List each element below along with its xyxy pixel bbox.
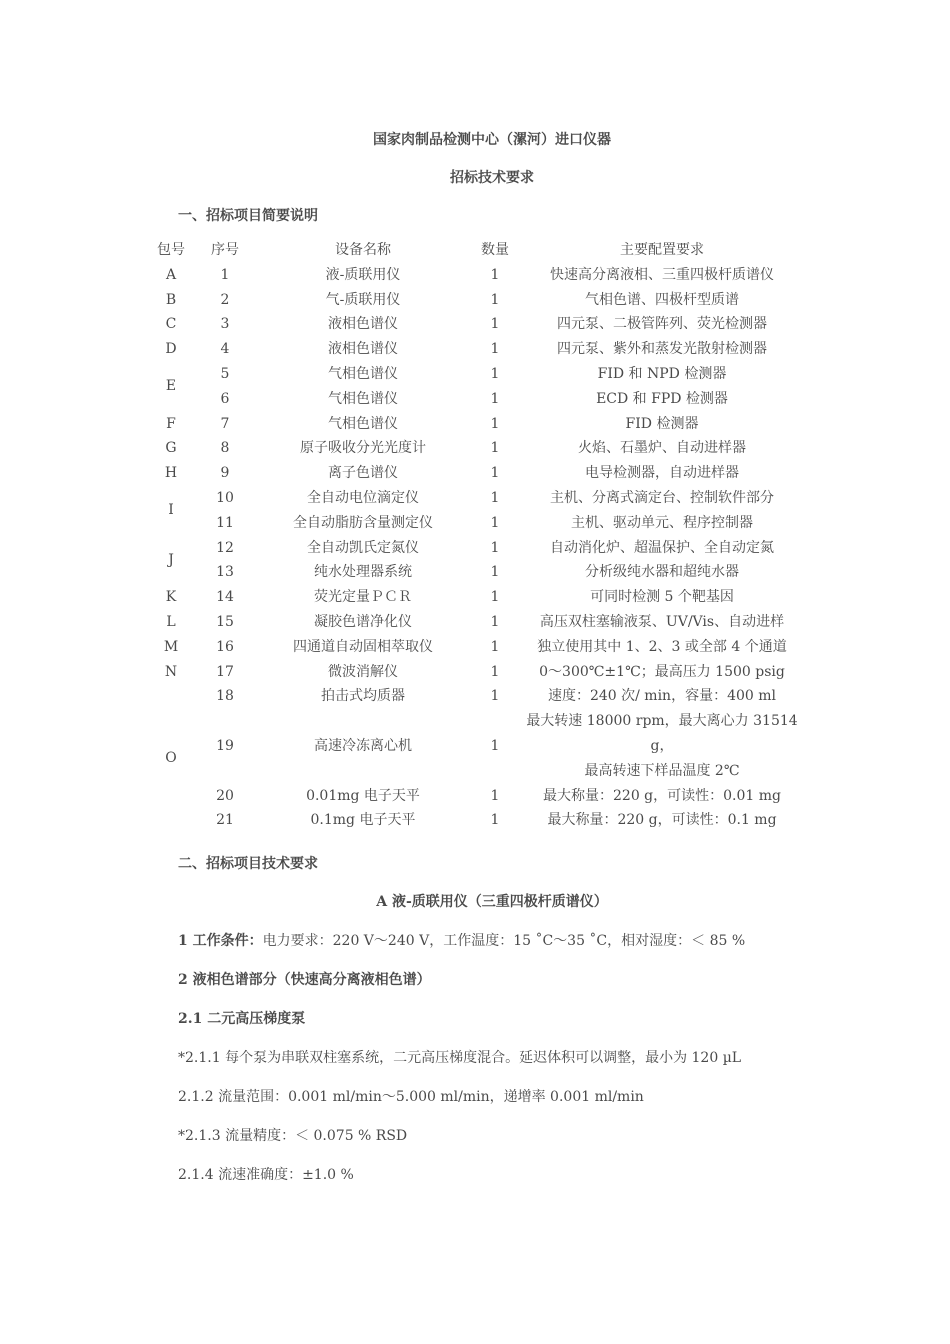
table-row — [145, 784, 807, 809]
number-cell: 13 — [216, 564, 234, 581]
table-row — [145, 709, 807, 783]
device-name-cell: 高速冷冻离心机 — [314, 737, 412, 754]
package-cell: H — [164, 465, 178, 482]
requirements-cell: 最大称量：220 g，可读性：0.01 mg — [543, 787, 781, 804]
requirements-cell: 主机、驱动单元、程序控制器 — [571, 514, 753, 531]
table-row — [145, 263, 807, 288]
requirements-cell: 四元泵、二极管阵列、荧光检测器 — [557, 316, 767, 333]
table-row — [145, 288, 807, 313]
quantity-cell: 1 — [490, 663, 500, 680]
table-row — [145, 536, 807, 561]
quantity-cell: 1 — [490, 613, 500, 630]
requirements-cell: ECD 和 FPD 检测器 — [596, 390, 728, 407]
quantity-cell: 1 — [490, 812, 500, 829]
table-row — [145, 312, 807, 337]
number-cell: 19 — [216, 737, 234, 754]
package-cell: I — [168, 502, 174, 519]
table-row — [145, 511, 807, 536]
quantity-cell: 1 — [490, 688, 500, 705]
number-cell: 16 — [216, 638, 234, 655]
package-cell: M — [163, 638, 179, 655]
quantity-cell: 1 — [490, 787, 500, 804]
document-subtitle: 招标技术要求 — [450, 170, 534, 186]
device-name-cell: 原子吸收分光光度计 — [300, 440, 426, 457]
package-cell: N — [164, 663, 178, 680]
requirements-cell: 气相色谱、四极杆型质谱 — [585, 291, 739, 308]
work-conditions-label: 1 工作条件： — [178, 933, 263, 949]
table-row — [145, 635, 807, 660]
number-cell: 17 — [216, 663, 234, 680]
table-row — [145, 610, 807, 635]
number-cell: 21 — [216, 812, 234, 829]
device-name-cell: 四通道自动固相萃取仪 — [293, 638, 433, 655]
work-conditions-paragraph — [178, 930, 745, 950]
number-cell: 10 — [216, 489, 234, 506]
device-name-cell: 液相色谱仪 — [328, 316, 398, 333]
section-heading-1: 一、招标项目简要说明 — [178, 208, 318, 224]
quantity-cell: 1 — [490, 514, 500, 531]
number-cell: 4 — [220, 341, 230, 358]
requirements-cell: 最大称量：220 g，可读性：0.1 mg — [547, 812, 777, 829]
package-cell: O — [165, 750, 177, 767]
header-quantity: 数量 — [481, 242, 509, 258]
device-name-cell: 气相色谱仪 — [328, 390, 398, 407]
requirements-cell: 电导检测器，自动进样器 — [585, 465, 739, 482]
requirements-cell: 快速高分离液相、三重四极杆质谱仪 — [550, 266, 774, 283]
requirements-cell: 主机、分离式滴定台、控制软件部分 — [550, 489, 774, 506]
number-cell: 15 — [216, 613, 234, 630]
number-cell: 3 — [220, 316, 230, 333]
number-cell: 11 — [216, 514, 234, 531]
requirements-line-1: 最大转速 18000 rpm，最大离心力 31514 g， — [526, 713, 798, 754]
number-cell: 18 — [216, 688, 234, 705]
device-name-cell: 离子色谱仪 — [328, 465, 398, 482]
quantity-cell: 1 — [490, 365, 500, 382]
header-number: 序号 — [211, 242, 239, 258]
equipment-table — [145, 238, 807, 833]
number-cell: 7 — [220, 415, 230, 432]
header-requirements: 主要配置要求 — [620, 242, 704, 258]
package-cell: D — [165, 341, 177, 358]
requirements-cell: FID 和 NPD 检测器 — [597, 365, 727, 382]
number-cell: 2 — [220, 291, 230, 308]
package-cell: C — [165, 316, 177, 333]
pump-section-heading: 2.1 二元高压梯度泵 — [178, 1011, 306, 1027]
spec-2-1-3: *2.1.3 流量精度：＜ 0.075 % RSD — [178, 1128, 408, 1144]
quantity-cell: 1 — [490, 415, 500, 432]
table-row — [145, 337, 807, 362]
quantity-cell: 1 — [490, 539, 500, 556]
number-cell: 6 — [220, 390, 230, 407]
quantity-cell: 1 — [490, 489, 500, 506]
quantity-cell: 1 — [490, 440, 500, 457]
table-row — [145, 436, 807, 461]
quantity-cell: 1 — [490, 564, 500, 581]
requirements-cell: 高压双柱塞输液泵、UV/Vis、自动进样 — [539, 613, 785, 630]
spec-2-1-2: 2.1.2 流量范围：0.001 ml/min～5.000 ml/min，递增率 0.001 ml/min — [178, 1089, 644, 1105]
package-cell: F — [166, 415, 176, 432]
requirements-cell: FID 检测器 — [625, 415, 699, 432]
requirements-cell: 自动消化炉、超温保护、全自动定氮 — [550, 539, 774, 556]
device-name-cell: 气相色谱仪 — [328, 415, 398, 432]
table-row — [145, 486, 807, 511]
work-conditions-text: 电力要求：220 V～240 V，工作温度：15 ˚C～35 ˚C，相对湿度：＜ 85 % — [262, 933, 746, 949]
quantity-cell: 1 — [490, 291, 500, 308]
requirements-cell: 四元泵、紫外和蒸发光散射检测器 — [557, 341, 767, 358]
table-row — [145, 660, 807, 685]
requirements-cell: 可同时检测 5 个靶基因 — [590, 589, 734, 606]
requirements-cell: 速度：240 次/ min，容量：400 ml — [547, 688, 777, 705]
package-cell: G — [165, 440, 177, 457]
device-name-cell: 全自动电位滴定仪 — [307, 489, 419, 506]
number-cell: 9 — [220, 465, 230, 482]
quantity-cell: 1 — [490, 316, 500, 333]
device-name-cell: 液相色谱仪 — [328, 341, 398, 358]
lc-section-heading: 2 液相色谱部分（快速高分离液相色谱） — [178, 972, 431, 988]
document-title: 国家肉制品检测中心（漯河）进口仪器 — [373, 132, 611, 148]
package-cell: K — [165, 589, 177, 606]
device-name-cell: 纯水处理器系统 — [314, 564, 412, 581]
table-row — [145, 684, 807, 709]
requirements-cell: 独立使用其中 1、2、3 或全部 4 个通道 — [537, 638, 787, 655]
number-cell: 20 — [216, 787, 234, 804]
package-cell: A — [165, 266, 177, 283]
device-name-cell: 拍击式均质器 — [321, 688, 405, 705]
header-package: 包号 — [157, 242, 185, 258]
table-row — [145, 387, 807, 412]
subsection-heading-a: A 液-质联用仪（三重四极杆质谱仪） — [376, 894, 608, 910]
quantity-cell: 1 — [490, 341, 500, 358]
table-row — [145, 585, 807, 610]
device-name-cell: 全自动脂肪含量测定仪 — [293, 514, 433, 531]
quantity-cell: 1 — [490, 266, 500, 283]
table-row — [145, 808, 807, 833]
section-heading-2: 二、招标项目技术要求 — [178, 856, 318, 872]
quantity-cell: 1 — [490, 589, 500, 606]
number-cell: 8 — [220, 440, 230, 457]
requirements-cell: 0～300℃±1℃；最高压力 1500 psig — [539, 663, 785, 680]
quantity-cell: 1 — [490, 465, 500, 482]
spec-2-1-1: *2.1.1 每个泵为串联双柱塞系统，二元高压梯度混合。延迟体积可以调整，最小为 120 µL — [178, 1050, 742, 1066]
quantity-cell: 1 — [490, 737, 500, 754]
table-row — [145, 560, 807, 585]
number-cell: 5 — [220, 365, 230, 382]
device-name-cell: 气-质联用仪 — [325, 291, 401, 308]
requirements-cell: 火焰、石墨炉、自动进样器 — [578, 440, 746, 457]
number-cell: 14 — [216, 589, 234, 606]
package-cell: J — [168, 551, 174, 568]
table-row — [145, 362, 807, 387]
device-name-cell: 0.01mg 电子天平 — [306, 787, 420, 804]
number-cell: 1 — [220, 266, 230, 283]
requirements-line-2: 最高转速下样品温度 2℃ — [584, 762, 740, 779]
device-name-cell: 荧光定量ＰＣＲ — [314, 589, 412, 606]
package-cell: L — [166, 613, 176, 630]
package-cell: E — [165, 378, 177, 395]
table-header-row — [145, 238, 807, 263]
header-device-name: 设备名称 — [335, 242, 391, 258]
table-row — [145, 461, 807, 486]
quantity-cell: 1 — [490, 390, 500, 407]
table-row — [145, 412, 807, 437]
device-name-cell: 全自动凯氏定氮仪 — [307, 539, 419, 556]
device-name-cell: 气相色谱仪 — [328, 365, 398, 382]
package-cell: B — [165, 291, 177, 308]
device-name-cell: 凝胶色谱净化仪 — [314, 613, 412, 630]
spec-2-1-4: 2.1.4 流速准确度：±1.0 % — [178, 1167, 354, 1183]
device-name-cell: 微波消解仪 — [328, 663, 398, 680]
number-cell: 12 — [216, 539, 234, 556]
requirements-cell — [517, 709, 807, 783]
device-name-cell: 液-质联用仪 — [325, 266, 401, 283]
device-name-cell: 0.1mg 电子天平 — [310, 812, 416, 829]
requirements-cell: 分析级纯水器和超纯水器 — [585, 564, 739, 581]
quantity-cell: 1 — [490, 638, 500, 655]
